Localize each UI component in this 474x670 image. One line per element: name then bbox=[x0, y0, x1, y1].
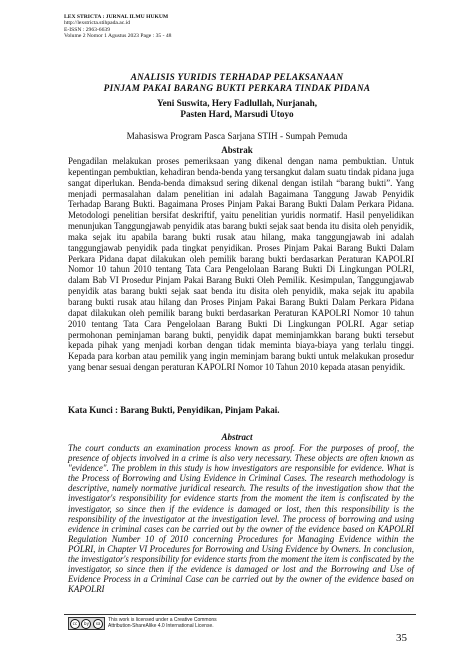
affiliation: Mahasiswa Program Pasca Sarjana STIH - Sumpah Pemuda bbox=[126, 131, 348, 141]
abstrak-heading: Abstrak bbox=[221, 145, 253, 155]
title-line-2: PINJAM PAKAI BARANG BUKTI PERKARA TINDAK PIDANA bbox=[103, 83, 371, 93]
authors-line-1: Yeni Suswita, Hery Fadlullah, Nurjanah, bbox=[156, 98, 318, 108]
authors bbox=[60, 98, 414, 120]
abstrak-text: Pengadilan melakukan proses pemeriksaan yang dikenal dengan nama pembuktian. Untuk kepentingan pembuktian, kehadiran benda-benda yang tersangkut dalam suatu tindak pidana juga sangat diperlukan. Benda-benda dimaksud sering dikenal dengan istilah “barang bukti”. Yang menjadi permasalahan dalam penelitian ini adalah Bagaimana Tanggung Jawab Penyidik Terhadap Barang Bukti. Bagaimana Proses Pinjam Pakai Barang Bukti Dalam Perkara Pidana. Metodologi penelitian bersifat deskriftif, yaitu penelitian yuridis normatif. Hasil penyelidikan menunjukan Tanggungjawab penyidik atas barang bukti sejak saat benda itu disita oleh penyidik, maka sejak itu apabila barang bukti rusak atau hilang, maka tanggungjawab ini adalah tanggungjawab penyidik pada tingkat penyidikan. Proses Pinjam Pakai Barang Bukti Dalam Perkara Pidana dapat dilakukan oleh pemilik barang bukti berdasarkan Peraturan KAPOLRI Nomor 10 tahun 2010 tentang Tata Cara Pengelolaan Barang Bukti Di Lingkungan POLRI, dalam Bab VI Prosedur Pinjam Pakai Barang Bukti Oleh Pemilik. Kesimpulan, Tanggungjawab penyidik atas barang bukti sejak saat benda itu disita oleh penyidik, maka sejak itu apabila barang bukti rusak atau hilang dan Proses Pinjam Pakai Barang Bukti Dalam Perkara Pidana dapat dilakukan oleh pemilik barang bukti berdasarkan Peraturan KAPOLRI Nomor 10 tahun 2010 tentang Tata Cara Pengelolaan Barang Bukti Di Lingkungan POLRI. Agar setiap permohonan peminjaman barang bukti, penyidik dapat meminjamkkan barang bukti tersebut kepada pihak yang menjadi korban dengan tidak meminta biaya-biaya yang terlalu tinggi. Kepada para korban atau pemilik yang ingin meminjam barang bukti untuk melakukan prosedur yang benar sesuai dengan peraturan KAPOLRI Nomor 10 Tahun 2010 kepada atasan penyidik. bbox=[68, 156, 414, 373]
title-line-1: ANALISIS YURIDIS TERHADAP PELAKSANAAN bbox=[130, 72, 344, 82]
journal-url[interactable]: http://lexstricta.stihpada.ac.id bbox=[64, 20, 131, 27]
keywords: Kata Kunci : Barang Bukti, Penyidikan, Pinjam Pakai. bbox=[68, 405, 280, 415]
page-number: 35 bbox=[396, 632, 407, 644]
abstract-text: The court conducts an examination process known as proof. For the purposes of proof, the presence of objects involved in a crime is also very necessary. These objects are often known as "evidence". The problem in this study is how investigators are responsible for evidence. What is the Process of Borrowing and Using Evidence in Criminal Cases. The research methodology is descriptive, namely normative juridical research. The results of the investigation show that the investigator's responsibility for evidence starts from the moment the item is confiscated by the investigator, so since then if the evidence is damaged or lost, then this responsibility is the responsibility of the investigator at the investigation level. The process of borrowing and using evidence in criminal cases can be carried out by the owner of the evidence based on KAPOLRI Regulation Number 10 of 2010 concerning Procedures for Managing Evidence within the POLRI, in Chapter VI Procedures for Borrowing and Using Evidence by Owners. In conclusion, the investigator's responsibility for evidence starts from the moment the item is confiscated by the investigator, so since then if the evidence is damaged or lost and the Borrowing and Use of Evidence Process in a Criminal Case can be carried out by the owner of the evidence based on KAPOLRI bbox=[68, 443, 414, 595]
license-line-2[interactable]: Attribution-ShareAlike 4.0 International License. bbox=[108, 623, 214, 629]
authors-line-2: Pasten Hard, Marsudi Utoyo bbox=[180, 109, 294, 119]
attribution-icon: by bbox=[81, 619, 91, 629]
journal-volume: Volume 2 Nomor 1 Agustus 2023 Page : 35 - 48 bbox=[64, 32, 172, 39]
journal-eissn: E-ISSN : 2963-6639 bbox=[64, 26, 110, 33]
license-line-1: This work is licensed under a Creative Commons bbox=[108, 617, 217, 623]
cc-icon: cc bbox=[70, 619, 80, 629]
cc-license-badge[interactable] bbox=[68, 617, 105, 630]
abstract-heading: Abstract bbox=[221, 432, 253, 442]
journal-name: LEX STRICTA : JURNAL ILMU HUKUM bbox=[64, 14, 169, 20]
license-text bbox=[108, 617, 217, 629]
article-title bbox=[60, 72, 414, 94]
journal-header bbox=[64, 14, 171, 39]
sharealike-icon: sa bbox=[93, 619, 103, 629]
footer-divider bbox=[64, 614, 416, 615]
